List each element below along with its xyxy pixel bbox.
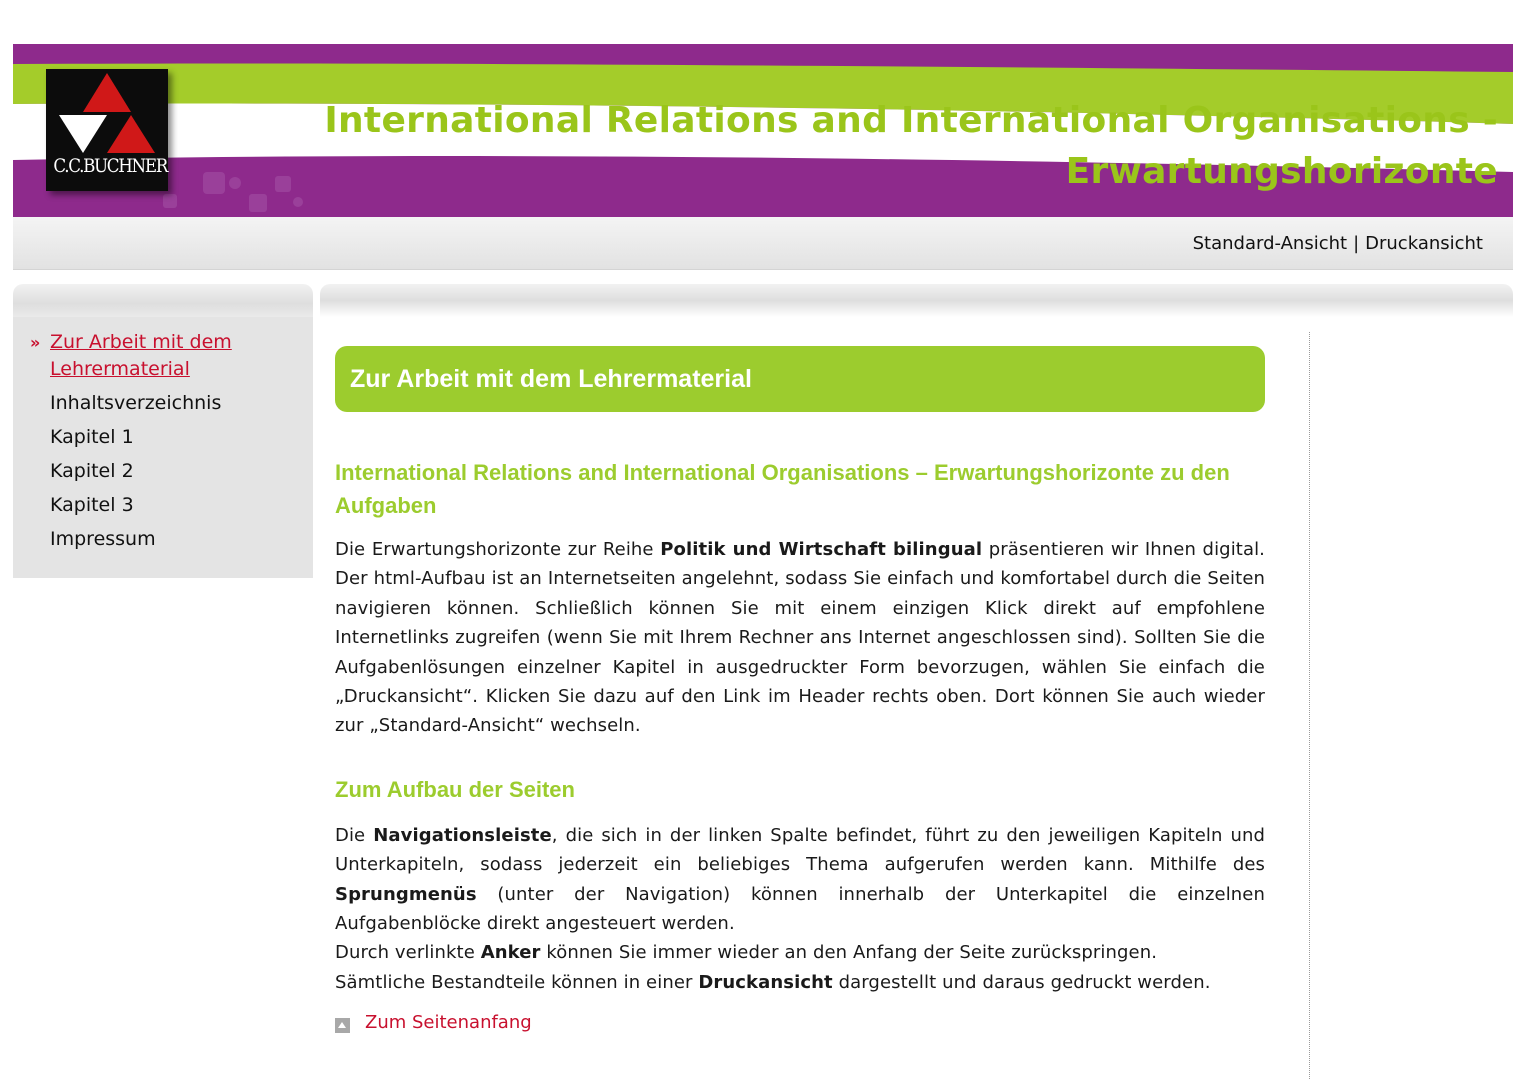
page-title: Zur Arbeit mit dem Lehrermaterial	[335, 346, 1265, 412]
sidebar-item-inhaltsverzeichnis[interactable]	[13, 390, 313, 417]
sidebar-top-cap	[13, 284, 313, 317]
standard-view-link[interactable]: Standard-Ansicht	[1192, 233, 1348, 254]
text: präsentieren wir Ihnen digital. Der html-Aufbau ist an Internetseiten angelehnt, sodass Sie einfach und komfortabel durch die Seiten navigieren können. Schließlich können Sie mit einem einzigen Klick direkt auf empfohlene Internetlinks zugreifen (wenn Sie mit Ihrem Rechner ans Internet angeschlossen sind). Sollten Sie die Aufgabenlösungen einzelner Kapitel in ausgedruckter Form bevorzugen, wählen Sie einfach die „Druckansicht“. Klicken Sie dazu auf den Link im Header rechts oben. Dort können Sie auch wieder zur „Standard-Ansicht“ wechseln.	[335, 539, 1266, 737]
section-title-intro: International Relations and International Organisations – Erwartungshorizonte zu den Aufgaben	[335, 460, 1230, 518]
bold-text: Sprungmenüs	[335, 883, 477, 905]
sidebar-item-link[interactable]	[50, 331, 232, 380]
sidebar-item-label-line1: Zur Arbeit mit dem	[50, 331, 232, 353]
bold-text: Anker	[480, 942, 541, 964]
bold-text: Navigationsleiste	[373, 824, 552, 846]
text: Durch verlinkte	[335, 942, 481, 964]
sidebar-item-impressum[interactable]	[13, 526, 313, 553]
sidebar-item-lehrermaterial[interactable]	[13, 329, 313, 383]
sidebar-item-label[interactable]: Kapitel 2	[50, 460, 134, 482]
view-switch-bar	[13, 217, 1513, 270]
intro-paragraph	[335, 535, 1265, 741]
sidebar-item-label[interactable]: Inhaltsverzeichnis	[50, 392, 222, 414]
logo-text: C.C.BUCHNER	[53, 155, 168, 177]
content-top-cap	[320, 284, 1513, 317]
publisher-logo[interactable]	[46, 69, 168, 191]
structure-paragraph	[335, 821, 1265, 997]
text: (unter der Navigation) können innerhalb der Unterkapitel die einzelnen Aufgabenblöcke direkt angesteuert werden.	[335, 883, 1265, 935]
sidebar	[13, 317, 313, 578]
back-to-top-link[interactable]	[335, 1012, 1265, 1042]
sidebar-item-label[interactable]: Impressum	[50, 528, 156, 550]
text: Sämtliche Bestandteile können in einer	[335, 971, 699, 993]
text: Die	[335, 824, 374, 846]
sidebar-item-label-line2: Lehrermaterial	[50, 358, 190, 380]
arrow-up-icon[interactable]	[335, 1018, 350, 1033]
text: Die Erwartungshorizonte zur Reihe	[335, 539, 661, 560]
text: , die sich in der linken Spalte befindet, führt zu den jeweiligen Kapiteln und Unterkapiteln, sodass jederzeit ein beliebiges Thema aufgerufen werden kann. Mithilfe des	[335, 824, 1266, 876]
sidebar-item-kapitel-1[interactable]	[13, 424, 313, 451]
sidebar-item-label[interactable]: Kapitel 1	[50, 426, 134, 448]
banner-title-line2: Erwartungshorizonte	[1065, 151, 1498, 192]
sidebar-nav	[13, 329, 313, 553]
view-links	[1193, 233, 1483, 254]
sidebar-item-label[interactable]: Kapitel 3	[50, 494, 134, 516]
section-title-structure: Zum Aufbau der Seiten	[335, 776, 575, 802]
text: können Sie immer wieder an den Anfang der Seite zurückspringen.	[540, 942, 1158, 964]
right-column-divider	[1309, 332, 1310, 1079]
sidebar-item-kapitel-2[interactable]	[13, 458, 313, 485]
bold-text: Politik und Wirtschaft bilingual	[660, 539, 983, 560]
back-to-top-label[interactable]: Zum Seitenanfang	[365, 1012, 532, 1034]
print-view-link[interactable]: Druckansicht	[1365, 233, 1483, 254]
banner-title-line1: International Relations and International Organisations -	[324, 100, 1498, 141]
sidebar-item-kapitel-3[interactable]	[13, 492, 313, 519]
active-marker-icon: »	[30, 333, 41, 352]
text: dargestellt und daraus gedruckt werden.	[832, 971, 1211, 993]
main-content	[335, 346, 1265, 1042]
bold-text: Druckansicht	[698, 971, 833, 993]
header-banner	[13, 44, 1513, 217]
view-link-separator: |	[1353, 233, 1360, 254]
